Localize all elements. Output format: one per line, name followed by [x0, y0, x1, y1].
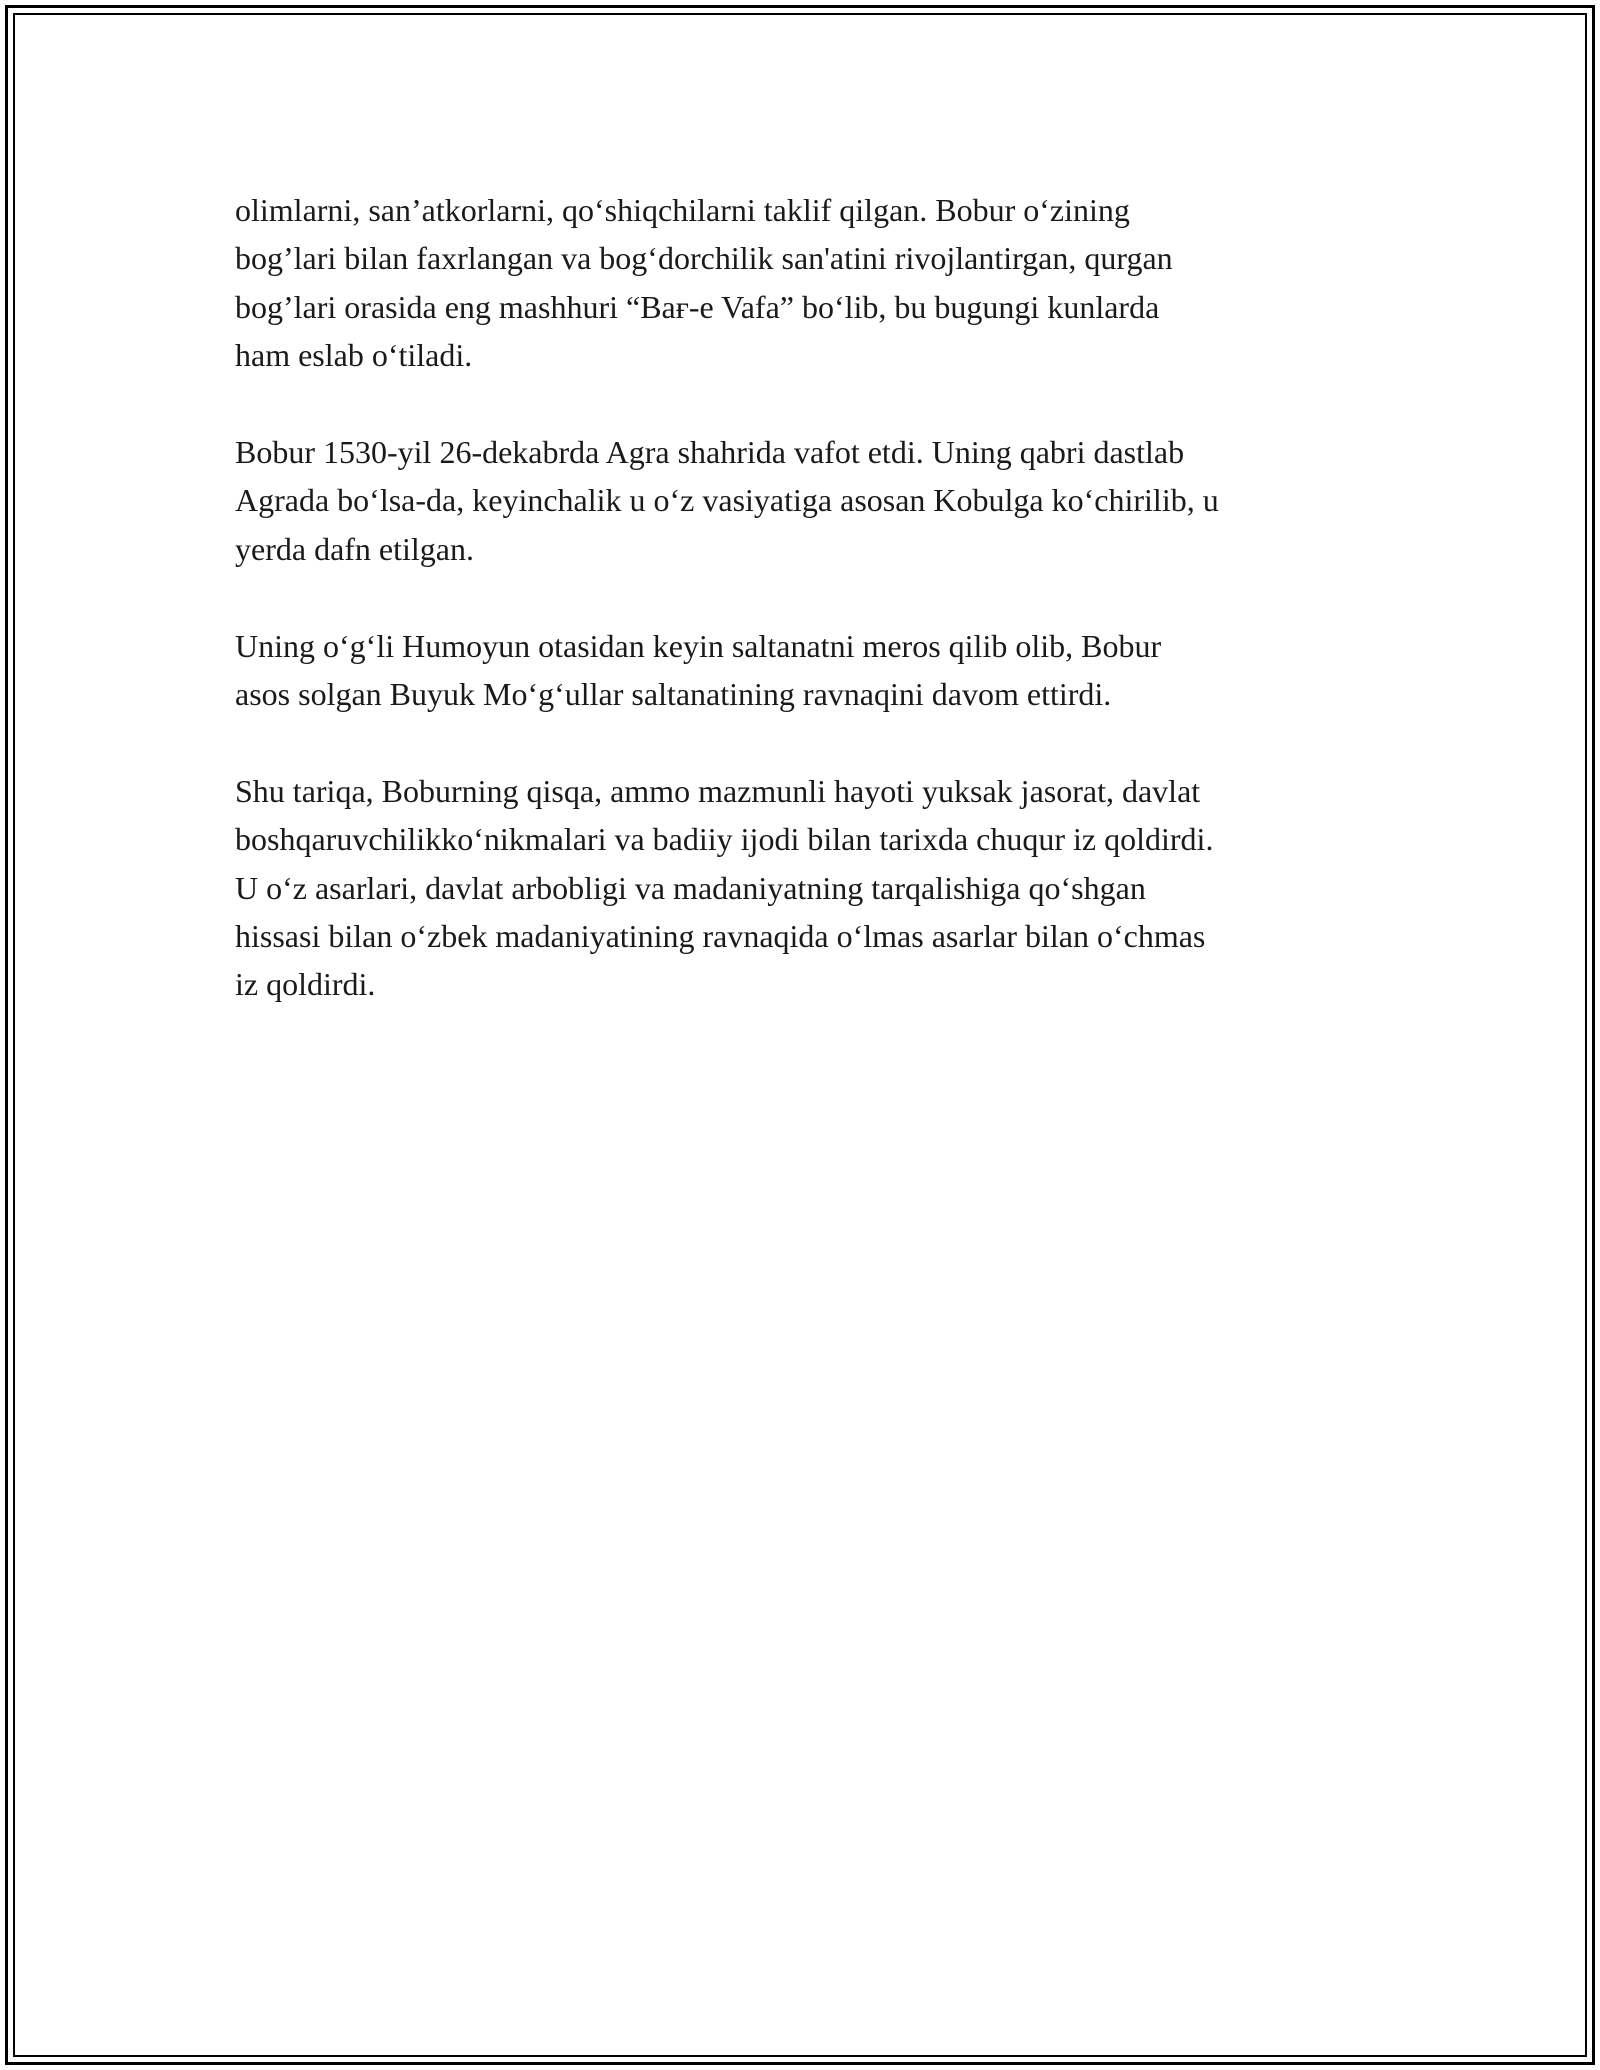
paragraph-death: Bobur 1530-yil 26-dekabrda Agra shahrida vafot etdi. Uning qabri dastlab Agrada bo‘lsa-da, keyinchalik u o‘z vasiyatiga asosan Kobulga ko‘chirilib, u yerda dafn etilgan.: [235, 434, 1219, 567]
paragraph-legacy: Shu tariqa, Boburning qisqa, ammo mazmunli hayoti yuksak jasorat, davlat boshqaruvchilikko‘nikmalari va badiiy ijodi bilan tarixda chuqur iz qoldirdi. U o‘z asarlari, davlat arbobligi va madaniyatning tarqalishiga qo‘shgan hissasi bilan o‘zbek madaniyatining ravnaqida o‘lmas asarlar bilan o‘chmas iz qoldirdi.: [235, 772, 1214, 1003]
document-body: [235, 186, 1375, 1057]
paragraph-humayun: Uning o‘g‘li Humoyun otasidan keyin saltanatni meros qilib olib, Bobur asos solgan Buyuk Mo‘g‘ullar saltanatining ravnaqini davom ettirdi.: [235, 627, 1162, 713]
paragraph-gardens: olimlarni, san’atkorlarni, qo‘shiqchilarni taklif qilgan. Bobur o‘zining bog’lari bilan faxrlangan va bog‘dorchilik san'atini rivojlantirgan, qurgan bog’lari orasida eng mashhuri “Baғ-e Vafa” bo‘lib, bu bugungi kunlarda ham eslab o‘tiladi.: [235, 192, 1173, 374]
